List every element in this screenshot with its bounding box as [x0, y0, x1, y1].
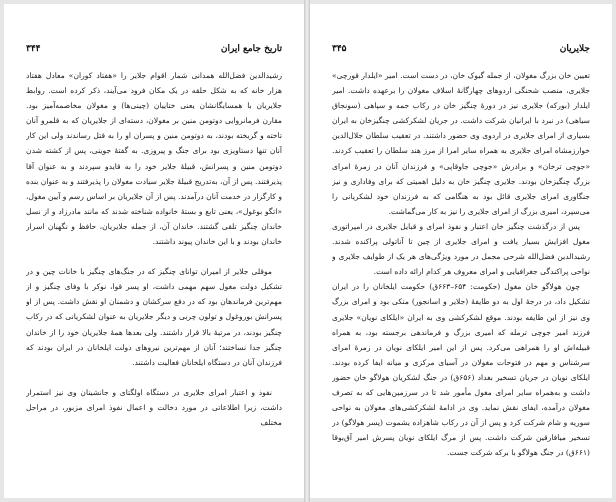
right-page-body — [332, 68, 590, 488]
left-page-running-title: تاریخ جامع ایران — [220, 44, 282, 54]
right-page-running-title: جلایریان — [559, 44, 590, 54]
right-paragraph-3: چون هولاگو خان مغول (حکومت: ۶۵۴–۶۶۳ق) حکومت ایلخانان را در ایران تشکیل داد، در درجهٔ اول به دو طایفهٔ (جلایر و اسانجور) متکی بود و امرای بزرگ وی نیز از این طایفه بودند. موقع لشکرکشی وی به ایران «ایلکای نویان» جلایری فرزند امیر جوچی ترمله که امیری بزرگ و فرماندهی برجسته بود، به همراه قبیله‌اش او را همراهی می‌کرد. پس از این امیر ایلکای نویان در زمرهٔ امرای سرشناس و مهم در فتوحات مغولان در آسیای مرکزی و میانه ایفا کرده بودند. ایلکای نویان در جریان تسخیر بغداد (۶۵۶ق) در جنگ لشکریان هولاگو خان حضور داشت و به‌همراه سایر امرای مغول مأمور شد تا در سرزمین‌هایی که به تصرف مغولان درآمده، ایفای نقش نماید. وی در ادامهٔ لشکرکشی‌های مغولان به نواحی سوریه و شام شرکت کرد و پس از آن در رکاب شاهزاده یشموت (پسر هولاگو) در تسخیر میافارقین شرکت داشت. پس از مرگ ایلکای نویان پسرش امیر آق‌بوقا (۶۶۱ق) در جنگ هولاگو با برکه شرکت جست. — [332, 282, 590, 458]
right-page-number: ۳۴۵ — [332, 44, 347, 54]
right-paragraph-1: تعیین خان بزرگ مغولان، از جمله گیوک خان، در دست است. امیر «ایلدار قورچی» جلایری، منصب شحنگی اردوهای چهارگانهٔ اسلاف مغولان را برعهده داشت. امیر ایلدار (بورکه) جلایری نیز در دورهٔ چنگیز خان در رکاب جمه و سپاهی (سونجاق سیاهی) در نبرد با ایرانیان شرکت داشت. در جریان لشکرکشی چنگیزخان به ایران بسیاری از امرای جلایری در اردوی وی حضور داشتند. در تعقیب سلطان جلال‌الدین خوارزمشاه امرای جلایری به همراه سایر امرا از مرز هند سلطان را تعقیب کردند. «جوچی ترخان» و برادرش «جوچی جاوقاپی» و فرزندان آنان در زمرهٔ امرای بزرگ چنگیزخان بودند. جلایری چنگیز خان به دلیل اهمیتی که برای وفاداری و نیز جنگاوری امرای جلایری قائل بود به هنگامی که به فرزندان خود لشکریانی را می‌سپرد، امیری بزرگ از امرای جلایری را نیز به کار می‌گماشت. — [332, 71, 590, 216]
left-paragraph-2: موقلی جلایر از امیران توانای چنگیز که در جنگ‌های چنگیز با خانات چین و در تشکیل دولت مغول سهم مهمی داشت، او پسر قوا، نوکر با وفای چنگیز و از مهم‌ترین فرماندهان بود که در دفع سرکشان و دشمنان او نقش داشت. پس از او پسرانش بوروغول و تولون چربی و دیگر جلایریان به عنوان لشکریانی که در رکاب چنگیز بودند، در مرتبهٔ بالا قرار داشتند. ولی بعدها همهٔ جلایریان خود را از خاندان چنگیز جدا نساختند؛ آنان از مهم‌ترین نیروهای دولت ایلخانان در ایران بودند که فرزندان آنان در دستگاه ایلخانان فعالیت داشتند. — [26, 267, 282, 367]
right-page-header — [332, 44, 590, 58]
right-page — [310, 4, 612, 498]
right-paragraph-2: پس از درگذشت چنگیز خان اعتبار و نفوذ امرای و قبایل جلایری در امپراتوری مغول افزایش بسیار یافت و امرای جلایری از چین تا آناتولی پراکنده شدند. رشیدالدین فضل‌الله شرحی مجمل در مورد ویژگی‌های هر یک از طوایف جلایری و نواحی پراکندگی جغرافیایی و امرای معروف هر کدام ارائه داده است. — [332, 221, 590, 277]
left-page-body — [26, 68, 282, 488]
left-paragraph-3: نفوذ و اعتبار امرای جلایری در دستگاه اولگتای و جانشینان وی نیز استمرار داشت، زیرا اطلاعاتی در مورد دخالت و اعمال نفوذ امرای مزبور، در مراحل مختلف — [26, 387, 282, 427]
left-page — [4, 4, 304, 498]
left-page-number: ۳۴۴ — [26, 44, 41, 54]
left-paragraph-1: رشیدالدین فضل‌الله همدانی شمار اقوام جلایر را «هفتاد کوران» معادل هفتاد هزار خانه که به شکل حلقه در یک مکان فرود می‌آیند، ذکر کرده است. روابط جلایریان با همسایگانشان یعنی ختاییان (چینی‌ها) و مغولان مخاصمه‌آمیز بود. مقارن فرمانروایی دوتومن منین بر مغولان، دسته‌ای از جلایریان که به قلمرو آنان تاخته و گریخته بودند، به دوتومن منین و پسران او را به قتل رساندند ولی این کار آنان تنها دستاویزی بود برای جنگ و پیروزی. به گفتهٔ جوینی، پس از کشته شدن دوتومن منین و پسرانش، قبیلهٔ جلایر خود را به قایدو سپردند و به عنوان آقا پذیرفتند. پس از آن، به‌تدریج قبیلهٔ جلایر سیادت مغولان را پذیرفتند و به عنوان بنده و کارگزار در خدمت آنان درآمدند. پس از آن جلایریان بر اساس رسم و آیین مغول، «اتگو بوغول»، یعنی تابع و بستهٔ خانواده شناخته شدند که مانند مادرزاد و از نسل خاندان چنگیز تلقی گشتند. خاندان آن، از جمله جلایریان، حافظ و نگهبان اسرار خاندان بودند و با این خاندان پیوند داشتند. — [26, 71, 282, 247]
left-page-header — [26, 44, 282, 58]
